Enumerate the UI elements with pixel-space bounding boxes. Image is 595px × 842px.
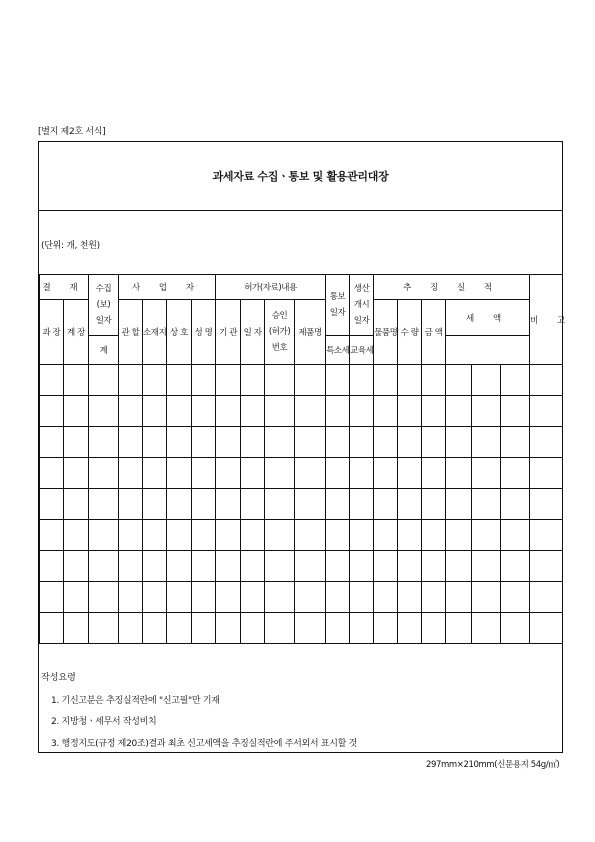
table-row xyxy=(40,427,563,458)
table-cell[interactable] xyxy=(350,613,374,644)
table-cell[interactable] xyxy=(472,427,501,458)
table-cell[interactable] xyxy=(119,582,143,613)
table-cell[interactable] xyxy=(216,396,241,427)
table-row xyxy=(40,582,563,613)
tax-total-header: 계 xyxy=(89,336,119,365)
table-cell[interactable] xyxy=(472,489,501,520)
table-cell[interactable] xyxy=(192,520,216,551)
table-cell[interactable] xyxy=(241,396,265,427)
table-cell[interactable] xyxy=(143,489,167,520)
table-cell[interactable] xyxy=(398,458,422,489)
business-header: 사 업 자 xyxy=(119,275,216,300)
table-cell[interactable] xyxy=(530,520,563,551)
table-cell[interactable] xyxy=(192,582,216,613)
table-cell[interactable] xyxy=(167,489,192,520)
table-cell[interactable] xyxy=(40,427,64,458)
table-cell[interactable] xyxy=(241,613,265,644)
table-cell[interactable] xyxy=(216,613,241,644)
table-cell[interactable] xyxy=(192,365,216,396)
table-row xyxy=(40,613,563,644)
form-label: [별지 제2호 서식] xyxy=(38,127,106,137)
register-table xyxy=(39,274,574,644)
table-cell[interactable] xyxy=(374,396,398,427)
table-cell[interactable] xyxy=(350,365,374,396)
table-cell[interactable] xyxy=(446,365,472,396)
table-cell[interactable] xyxy=(374,613,398,644)
register-form xyxy=(38,141,574,753)
name-header: 성 명 xyxy=(192,300,216,365)
table-cell[interactable] xyxy=(167,365,192,396)
table-cell[interactable] xyxy=(295,582,326,613)
table-cell[interactable] xyxy=(64,613,89,644)
table-cell[interactable] xyxy=(422,365,446,396)
approval-no-header: 승인 (허가) 번호 xyxy=(265,300,295,365)
table-cell[interactable] xyxy=(501,613,530,644)
item-name-header: 물품명 xyxy=(374,300,398,365)
table-cell[interactable] xyxy=(192,551,216,582)
table-cell[interactable] xyxy=(241,489,265,520)
table-cell[interactable] xyxy=(192,458,216,489)
table-cell[interactable] xyxy=(40,489,64,520)
table-cell[interactable] xyxy=(216,520,241,551)
table-cell[interactable] xyxy=(295,365,326,396)
table-cell[interactable] xyxy=(530,613,563,644)
table-cell[interactable] xyxy=(40,520,64,551)
table-cell[interactable] xyxy=(350,520,374,551)
agency-header: 기 관 xyxy=(216,300,241,365)
table-cell[interactable] xyxy=(422,613,446,644)
table-cell[interactable] xyxy=(167,396,192,427)
amount-header: 금 액 xyxy=(422,300,446,365)
table-cell[interactable] xyxy=(119,365,143,396)
table-cell[interactable] xyxy=(501,365,530,396)
table-cell[interactable] xyxy=(374,489,398,520)
table-cell[interactable] xyxy=(89,613,119,644)
table-cell[interactable] xyxy=(350,396,374,427)
table-row xyxy=(40,520,563,551)
table-cell[interactable] xyxy=(167,551,192,582)
table-cell[interactable] xyxy=(40,551,64,582)
notice-date-header: 통보 일자 xyxy=(326,275,350,336)
table-cell[interactable] xyxy=(530,427,563,458)
title-box xyxy=(39,142,562,211)
table-cell[interactable] xyxy=(89,427,119,458)
table-cell[interactable] xyxy=(89,365,119,396)
table-cell[interactable] xyxy=(446,551,472,582)
table-cell[interactable] xyxy=(241,520,265,551)
table-cell[interactable] xyxy=(167,520,192,551)
note-item: 3. 행정지도(규정 제20조)결과 최초 신고세액을 추징실적란에 주서외서 표시할 것 xyxy=(51,739,357,749)
section-chief-header: 과 장 xyxy=(40,300,64,365)
table-cell[interactable] xyxy=(265,458,295,489)
table-cell[interactable] xyxy=(216,365,241,396)
table-cell[interactable] xyxy=(350,427,374,458)
table-cell[interactable] xyxy=(143,365,167,396)
table-cell[interactable] xyxy=(422,396,446,427)
table-cell[interactable] xyxy=(143,458,167,489)
table-cell[interactable] xyxy=(326,613,350,644)
jurisdiction-header: 관 할 xyxy=(119,300,143,365)
address-header: 소재지 xyxy=(143,300,167,365)
table-cell[interactable] xyxy=(472,365,501,396)
table-cell[interactable] xyxy=(119,427,143,458)
table-cell[interactable] xyxy=(374,365,398,396)
table-cell[interactable] xyxy=(326,396,350,427)
approval-header: 결 재 xyxy=(40,275,89,300)
table-cell[interactable] xyxy=(64,427,89,458)
table-cell[interactable] xyxy=(167,458,192,489)
table-row xyxy=(40,489,563,520)
table-cell[interactable] xyxy=(530,489,563,520)
table-cell[interactable] xyxy=(241,365,265,396)
table-cell[interactable] xyxy=(89,520,119,551)
table-cell[interactable] xyxy=(143,427,167,458)
table-cell[interactable] xyxy=(446,396,472,427)
remarks-header: 비 고 xyxy=(530,275,563,365)
trade-name-header: 상 호 xyxy=(167,300,192,365)
table-cell[interactable] xyxy=(350,489,374,520)
table-cell[interactable] xyxy=(295,520,326,551)
table-cell[interactable] xyxy=(295,613,326,644)
table-cell[interactable] xyxy=(216,582,241,613)
table-cell[interactable] xyxy=(40,458,64,489)
table-cell[interactable] xyxy=(265,489,295,520)
collection-header: 추 징 실 적 xyxy=(374,275,530,300)
table-cell[interactable] xyxy=(40,396,64,427)
table-cell[interactable] xyxy=(119,551,143,582)
paper-spec: 297mm×210mm(신문용지 54g/㎡) xyxy=(426,760,560,770)
table-cell[interactable] xyxy=(64,458,89,489)
table-cell[interactable] xyxy=(265,551,295,582)
table-cell[interactable] xyxy=(398,365,422,396)
table-row xyxy=(40,396,563,427)
table-cell[interactable] xyxy=(374,458,398,489)
table-cell[interactable] xyxy=(398,427,422,458)
unit-label: (단위: 개, 천원) xyxy=(41,241,100,251)
table-cell[interactable] xyxy=(192,396,216,427)
table-cell[interactable] xyxy=(192,489,216,520)
table-cell[interactable] xyxy=(167,427,192,458)
table-cell[interactable] xyxy=(192,427,216,458)
table-cell[interactable] xyxy=(167,613,192,644)
table-cell[interactable] xyxy=(422,551,446,582)
table-cell[interactable] xyxy=(501,396,530,427)
table-cell[interactable] xyxy=(295,396,326,427)
table-cell[interactable] xyxy=(326,458,350,489)
table-cell[interactable] xyxy=(530,396,563,427)
table-cell[interactable] xyxy=(64,396,89,427)
table-cell[interactable] xyxy=(241,551,265,582)
table-cell[interactable] xyxy=(265,520,295,551)
page-title: 과세자료 수집ㆍ통보 및 활용관리대장 xyxy=(212,170,389,183)
table-cell[interactable] xyxy=(326,489,350,520)
table-cell[interactable] xyxy=(241,427,265,458)
table-cell[interactable] xyxy=(472,613,501,644)
education-tax-header: 교육세 xyxy=(350,336,374,365)
table-cell[interactable] xyxy=(422,458,446,489)
table-cell[interactable] xyxy=(89,582,119,613)
table-cell[interactable] xyxy=(64,520,89,551)
table-cell[interactable] xyxy=(326,551,350,582)
table-cell[interactable] xyxy=(422,582,446,613)
table-cell[interactable] xyxy=(64,551,89,582)
table-cell[interactable] xyxy=(64,365,89,396)
table-cell[interactable] xyxy=(143,396,167,427)
table-cell[interactable] xyxy=(398,489,422,520)
collect-date-header: 수집 (보) 일자 xyxy=(89,275,119,336)
table-row xyxy=(40,551,563,582)
table-cell[interactable] xyxy=(446,582,472,613)
table-cell[interactable] xyxy=(501,582,530,613)
table-cell[interactable] xyxy=(398,613,422,644)
table-cell[interactable] xyxy=(398,520,422,551)
table-cell[interactable] xyxy=(40,613,64,644)
table-cell[interactable] xyxy=(501,520,530,551)
tax-header: 세 액 xyxy=(446,300,530,336)
table-cell[interactable] xyxy=(241,582,265,613)
table-cell[interactable] xyxy=(265,582,295,613)
table-cell[interactable] xyxy=(89,458,119,489)
table-cell[interactable] xyxy=(422,520,446,551)
table-cell[interactable] xyxy=(472,458,501,489)
table-cell[interactable] xyxy=(40,582,64,613)
table-cell[interactable] xyxy=(326,520,350,551)
table-cell[interactable] xyxy=(143,582,167,613)
table-cell[interactable] xyxy=(398,551,422,582)
quantity-header: 수 량 xyxy=(398,300,422,365)
table-cell[interactable] xyxy=(119,396,143,427)
table-cell[interactable] xyxy=(374,551,398,582)
table-cell[interactable] xyxy=(167,582,192,613)
table-cell[interactable] xyxy=(216,551,241,582)
table-cell[interactable] xyxy=(119,613,143,644)
table-cell[interactable] xyxy=(143,613,167,644)
table-row xyxy=(40,365,563,396)
date-header: 일 자 xyxy=(241,300,265,365)
table-cell[interactable] xyxy=(472,551,501,582)
table-cell[interactable] xyxy=(119,458,143,489)
table-cell[interactable] xyxy=(374,520,398,551)
table-cell[interactable] xyxy=(446,458,472,489)
table-cell[interactable] xyxy=(295,427,326,458)
table-cell[interactable] xyxy=(501,458,530,489)
table-cell[interactable] xyxy=(40,365,64,396)
table-cell[interactable] xyxy=(89,396,119,427)
table-cell[interactable] xyxy=(64,489,89,520)
table-cell[interactable] xyxy=(326,365,350,396)
table-cell[interactable] xyxy=(446,427,472,458)
special-consumption-tax-header: 특소세 xyxy=(326,336,350,365)
table-cell[interactable] xyxy=(216,458,241,489)
table-cell[interactable] xyxy=(501,489,530,520)
table-cell[interactable] xyxy=(119,489,143,520)
table-cell[interactable] xyxy=(422,427,446,458)
table-cell[interactable] xyxy=(143,520,167,551)
table-cell[interactable] xyxy=(326,582,350,613)
table-cell[interactable] xyxy=(350,551,374,582)
table-cell[interactable] xyxy=(89,489,119,520)
register-body xyxy=(40,365,563,644)
note-item: 2. 지방청ㆍ세무서 작성비치 xyxy=(51,717,157,727)
table-cell[interactable] xyxy=(64,582,89,613)
table-cell[interactable] xyxy=(216,427,241,458)
table-cell[interactable] xyxy=(530,551,563,582)
table-cell[interactable] xyxy=(472,396,501,427)
table-cell[interactable] xyxy=(192,613,216,644)
product-name-header: 제품명 xyxy=(295,300,326,365)
table-cell[interactable] xyxy=(350,458,374,489)
table-cell[interactable] xyxy=(265,396,295,427)
table-cell[interactable] xyxy=(216,489,241,520)
table-cell[interactable] xyxy=(472,520,501,551)
table-cell[interactable] xyxy=(398,582,422,613)
table-cell[interactable] xyxy=(374,582,398,613)
table-cell[interactable] xyxy=(422,489,446,520)
table-cell[interactable] xyxy=(326,427,350,458)
table-cell[interactable] xyxy=(295,489,326,520)
table-cell[interactable] xyxy=(295,458,326,489)
table-cell[interactable] xyxy=(446,613,472,644)
table-cell[interactable] xyxy=(501,427,530,458)
table-cell[interactable] xyxy=(374,427,398,458)
production-date-header: 생산 개시 일자 xyxy=(350,275,374,336)
note-item: 1. 기신고분은 추징실적란에 "신고필"만 기재 xyxy=(51,696,220,706)
license-header: 허가(자료)내용 xyxy=(216,275,326,300)
team-leader-header: 계 장 xyxy=(64,300,89,365)
table-cell[interactable] xyxy=(265,613,295,644)
table-cell[interactable] xyxy=(265,427,295,458)
table-cell[interactable] xyxy=(446,489,472,520)
table-cell[interactable] xyxy=(472,582,501,613)
table-cell[interactable] xyxy=(530,365,563,396)
table-cell[interactable] xyxy=(530,582,563,613)
table-cell[interactable] xyxy=(89,551,119,582)
table-cell[interactable] xyxy=(350,582,374,613)
table-cell[interactable] xyxy=(241,458,265,489)
table-cell[interactable] xyxy=(446,520,472,551)
table-cell[interactable] xyxy=(143,551,167,582)
table-cell[interactable] xyxy=(530,458,563,489)
table-cell[interactable] xyxy=(501,551,530,582)
table-cell[interactable] xyxy=(398,396,422,427)
table-cell[interactable] xyxy=(119,520,143,551)
table-cell[interactable] xyxy=(265,365,295,396)
table-cell[interactable] xyxy=(295,551,326,582)
table-row xyxy=(40,458,563,489)
notes-title: 작성요령 xyxy=(41,673,76,683)
